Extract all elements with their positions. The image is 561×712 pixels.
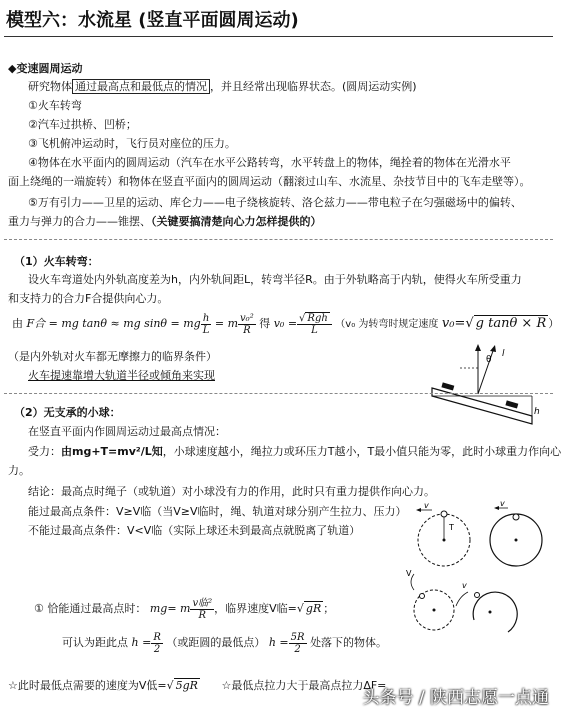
lowest-rad: 5gR (175, 679, 198, 692)
title-divider (4, 36, 553, 37)
ball-track-top (513, 514, 519, 520)
example-item-5a: ⑤万有引力——卫星的运动、库仑力——电子绕核旋转、洛仑兹力——带电粒子在匀强磁场中的偏转、 (28, 196, 522, 209)
ball-line-1: 在竖直平面内作圆周运动过最高点情况： (28, 425, 226, 438)
equivalent-drop-line (62, 630, 387, 656)
eq-close: ） (548, 317, 560, 330)
drop-2b: 2 (294, 643, 301, 655)
critical-mg: mg= m (149, 602, 191, 615)
train-line-1: 设火车弯道处内外轨高度差为h，内外轨间距L，转弯半径R。由于外轨略高于内轨，使得火车所受重力 (28, 273, 522, 286)
critical-point-line: ① 恰能通过最高点时： mg= m $\frac{\text{v临²}}{R}$ ，临界速度V临=√ gR ； (34, 597, 335, 621)
lowest-mid: ☆最低点拉力大于最高点拉力ΔF= (221, 679, 387, 692)
label-theta: θ (486, 355, 492, 365)
eq-de: 得 (259, 317, 271, 330)
example-item-3: ③飞机俯冲运动时，飞行员对座位的压力。 (28, 137, 236, 150)
ball-line-3: 力。 (8, 464, 30, 477)
arc-bottom-right-center (489, 611, 492, 614)
example-item-4a: ④物体在水平面内的圆周运动（汽车在水平公路转弯，水平转盘上的物体，绳拴着的物体在光滑水平 (28, 156, 511, 169)
drop-end: 处落下的物体。 (310, 636, 388, 649)
eq-L: L (202, 324, 210, 336)
normal-force-arrow (475, 344, 481, 351)
critical-frac (190, 598, 214, 621)
key-note: （关键要搞清楚向心力怎样提供的） (151, 215, 322, 228)
eq-v0b: v₀= (441, 316, 466, 331)
eq-frac-v0-R (238, 313, 256, 336)
example-item-5b-text: 重力与弹力的合力——锥摆、 (8, 215, 151, 228)
ball-line-2-suffix: ，小球速度越小，绳拉力或环压力T越小，T最小值只能为零，此时小球重力作向心 (162, 445, 561, 458)
example-item-5b (8, 215, 322, 229)
drop-5R: 5R (290, 631, 305, 643)
arc-bottom-right (473, 592, 517, 632)
velocity-arrow-2 (494, 506, 499, 510)
critical-end: ； (323, 602, 335, 615)
circle-bottom-left-center (433, 609, 436, 612)
label-V-left: V (406, 569, 412, 578)
inner-wheel (441, 382, 454, 390)
drop-R: R (153, 631, 161, 643)
intro-prefix: 研究物体 (28, 80, 72, 93)
example-item-1: ①火车转弯 (28, 99, 82, 112)
eq-prefix: 由 (12, 317, 23, 330)
label-v-track: v (500, 499, 505, 508)
critical-prefix: ① 恰能通过最高点时： (34, 602, 147, 615)
example-item-2: ②汽车过拱桥、凹桥； (28, 118, 137, 131)
velocity-arrow (416, 508, 421, 512)
drop-h1: h = (131, 636, 152, 649)
intro-boxed: 通过最高点和最低点的情况 (72, 79, 210, 94)
ball-can-pass: 能过最高点条件：V≥V临（当V≥V临时，绳、轨道对球分别产生拉力、压力） (28, 505, 407, 518)
section-heading-ball: （2）无支承的小球： (14, 406, 121, 419)
eq-frac-h-L (201, 313, 212, 336)
eq-L2: L (311, 324, 318, 336)
intro-suffix: ，并且经常出现临界状态。(圆周运动实例) (210, 80, 417, 93)
eq-rad: g tanθ × R (475, 316, 547, 331)
train-equation: 由 F合 = mg tanθ ≈ mg sinθ = mg $\frac{h}{L}$ = m $\frac{\text{v₀²}}{R}$ 得 v₀ = $\frac{\text{√ Rgh}}{L}$ （v₀ 为转弯时规定速度 v₀=√ g tanθ × R ） (12, 312, 560, 336)
ball-line-2-bold: 由mg+T=mv²/L知 (61, 445, 163, 458)
eq-main: F合 = mg tanθ ≈ mg sinθ = mg (26, 317, 201, 330)
critical-vsq: v临² (192, 597, 213, 609)
label-l: l (502, 349, 505, 359)
critical-rad: gR (305, 602, 322, 615)
support-force-arrow (490, 345, 496, 352)
divider-1 (4, 239, 553, 240)
lowest-prefix: ☆此时最低点需要的速度为V低= (8, 679, 167, 692)
drop-2: 2 (153, 643, 161, 655)
watermark: 头条号 / 陕西志愿一点通 (362, 688, 549, 708)
circular-motion-figures (404, 500, 554, 650)
ball-bottom-right (475, 593, 480, 598)
drop-frac-R-2 (151, 632, 163, 655)
ball-line-2-prefix: 受力： (28, 445, 61, 458)
label-h: h (534, 407, 540, 417)
ball-top (441, 511, 447, 517)
label-v-right: v (462, 581, 467, 590)
eq-frac-sqrt-Rgh-L: $\frac{\text{√ Rgh}}{L}$ (297, 313, 332, 336)
circle-track-center (515, 539, 518, 542)
example-item-4b: 面上绕绳的一端旋转）和物体在竖直平面内的圆周运动（翻滚过山车、水流星、杂技节目中的飞车走壁等）。 (8, 175, 531, 188)
divider-2 (4, 393, 553, 394)
section-heading-variable-circular: ◆变速圆周运动 (8, 62, 83, 75)
train-incline-figure (428, 338, 540, 426)
eq-eq: = m (214, 317, 239, 330)
critical-mid: ，临界速度V临= (214, 602, 297, 615)
eq-note: （v₀ 为转弯时规定速度 (335, 319, 439, 330)
ball-line-2 (28, 445, 561, 459)
drop-frac-5R-2 (289, 632, 307, 655)
train-line-2: 和支持力的合力F合提供向心力。 (8, 292, 169, 305)
eq-R: R (243, 324, 251, 336)
outer-wheel (505, 400, 518, 408)
ball-conclusion: 结论：最高点时绳子（或轨道）对小球没有力的作用，此时只有重力提供作向心力。 (28, 485, 435, 498)
eq-h: h (201, 313, 212, 325)
ball-bottom-left (420, 594, 425, 599)
lowest-point-line: ☆此时最低点需要的速度为V低=√ 5gR ☆最低点拉力大于最高点拉力ΔF= (8, 679, 387, 692)
eq-v0: v₀ = (273, 317, 298, 330)
section-heading-train: （1）火车转弯： (14, 255, 99, 268)
eq-v0sq: v₀² (240, 312, 254, 324)
page-title: 模型六：水流星 (竖直平面圆周运动) (6, 10, 299, 31)
eq-Rgh: Rgh (307, 312, 328, 324)
train-tip: 火车提速靠增大轨道半径或倾角来实现 (28, 369, 215, 382)
train-condition: （是内外轨对火车都无摩擦力的临界条件） (8, 350, 217, 363)
drop-prefix: 可认为距此点 (62, 636, 128, 649)
critical-R: R (198, 609, 207, 621)
label-v-top: v (424, 501, 429, 510)
drop-mid: （或距圆的最低点） (166, 636, 266, 649)
drop-h2: h = (268, 636, 289, 649)
trajectory-right (456, 592, 468, 606)
intro-line (28, 80, 417, 94)
ball-cannot-pass: 不能过最高点条件：V<V临（实际上球还未到最高点就脱离了轨道） (28, 524, 361, 537)
label-T: T (449, 523, 454, 532)
